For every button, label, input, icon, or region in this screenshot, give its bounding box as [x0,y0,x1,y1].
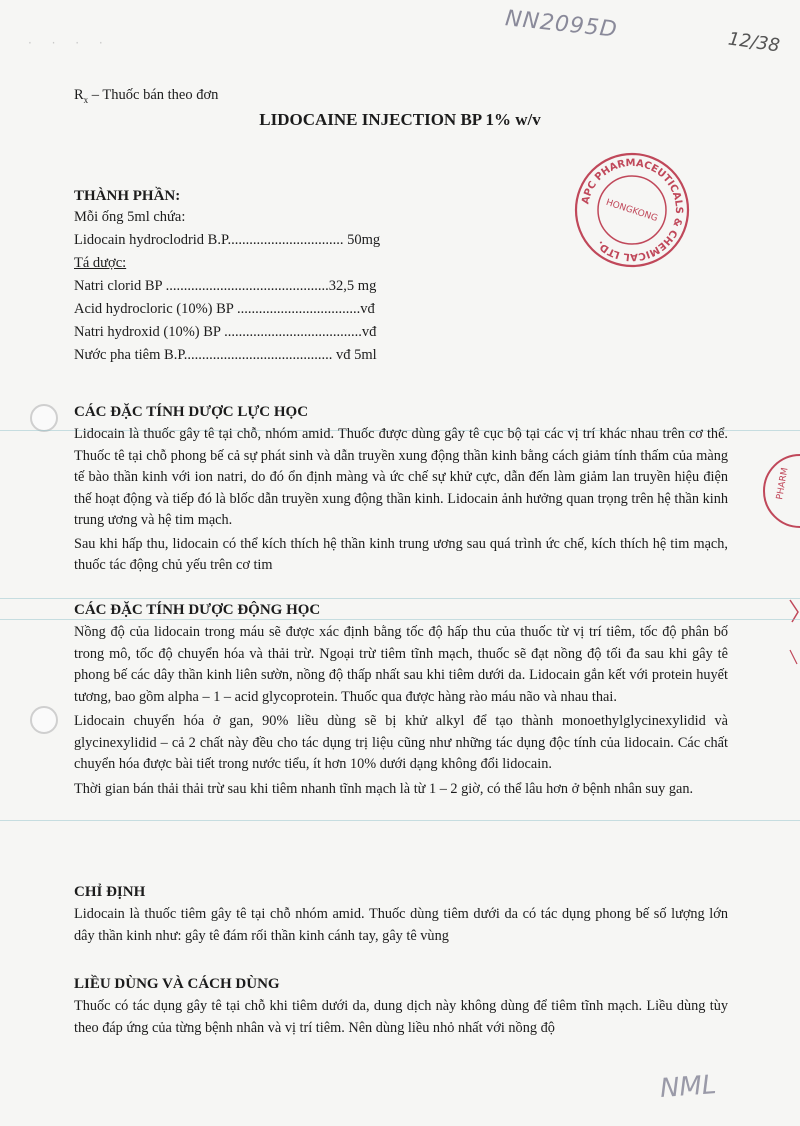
paragraph: Nồng độ của lidocain trong máu sẽ được xác định bằng tốc độ hấp thu của thuốc từ vị trí tiêm, tốc độ phân bố trong mô, tốc độ chuyển hóa và thải trừ. Ngoại trừ tiêm tĩnh mạch, thuốc sẽ đạt nồng độ tối đa sau khi gây tê phong bế các dây thần kinh liên sườn, nồng độ thấp nhất sau khi tiêm dưới da. Lidocain gắn kết với protein huyết tương, bao gồm alpha – 1 – acid glycoprotein. Thuốc qua được hàng rào máu não và nhau thai. [74,624,728,705]
paragraph: Thuốc có tác dụng gây tê tại chỗ khi tiêm dưới da, dung dịch này không dùng để tiêm tĩnh mạch. Liều dùng tùy theo đáp ứng của từng bệnh nhân và vị trí tiêm. Nên dùng liều nhỏ nhất với nồng độ [74,998,728,1036]
stamp-center-text: HONGKONG [604,197,659,225]
pharmacokinetics-section [74,600,728,800]
punch-hole-top [30,404,58,432]
title-strength: 1% w/v [485,110,541,129]
paragraph: Lidocain chuyển hóa ở gan, 90% liều dùng sẽ bị khử alkyl để tạo thành monoethylglycinexylidid và glycinexylidid – cả 2 chất này đều cho tác dụng trị liệu cũng như những tác dụng độc tính của lidocain. Các chất chuyển hóa được bài tiết trong nước tiểu, ít hơn 10% dưới dạng không đổi lidocain. [74,713,728,772]
per-unit-line: Mỗi ống 5ml chứa: [74,209,186,225]
excipients-label: Tá dược: [74,255,127,271]
title-main: LIDOCAINE INJECTION BP [259,110,482,129]
punch-hole-bottom [30,706,58,734]
prescription-note [74,87,218,105]
dosage-heading: LIỀU DÙNG VÀ CÁCH DÙNG [74,976,280,992]
scan-streak [0,820,800,821]
excipient-line: Natri clorid BP .............................................32,5 mg [74,278,377,294]
excipient-line: Natri hydroxid (10%) BP ......................................vđ [74,324,377,340]
paragraph: Thời gian bán thải thải trừ sau khi tiêm nhanh tĩnh mạch là từ 1 – 2 giờ, có thể lâu hơn ở bệnh nhân suy gan. [74,780,694,797]
side-stamp-fragment [760,450,800,690]
handwritten-signature: NML [659,1070,718,1104]
document-title [0,110,800,130]
excipient-line: Acid hydrocloric (10%) BP ..................................vđ [74,301,375,317]
excipient-line: Nước pha tiêm B.P......................................... vđ 5ml [74,347,377,363]
scan-streak [0,598,800,599]
paragraph: Lidocain là thuốc tiêm gây tê tại chỗ nhóm amid. Thuốc dùng tiêm dưới da có tác dụng phong bế số lượng lớn dây thần kinh như: gây tê đám rối thần kinh cánh tay, gây tê vùng [74,906,728,944]
indications-heading: CHỈ ĐỊNH [74,884,146,900]
handwritten-page-number: 12/38 [726,28,782,57]
composition-section [74,186,728,367]
stamp-ring-text: APC PHARMACEUTICALS & CHEMICAL LTD. [580,157,685,263]
side-stamp-text: PHARM [775,466,791,501]
pharmacodynamics-heading: CÁC ĐẶC TÍNH DƯỢC LỰC HỌC [74,404,309,420]
indications-section [74,882,728,947]
rx-text: – Thuốc bán theo đơn [88,87,219,103]
scan-speckles: · · · · [28,36,111,50]
dosage-section [74,974,728,1039]
handwritten-code: NN2095D [504,6,619,43]
rx-subscript: x [83,94,89,105]
paragraph: Sau khi hấp thu, lidocain có thể kích thích hệ thần kinh trung ương sau quá trình ức chế, kích thích hệ tim mạch, thuốc tác động chủ yếu trên cơ tim [74,535,728,573]
composition-heading: THÀNH PHẦN: [74,188,181,204]
rx-symbol: R [74,87,84,103]
active-ingredient-line: Lidocain hydroclodrid B.P................................ 50mg [74,232,381,248]
pharmacodynamics-section [74,402,728,577]
pharmacokinetics-heading: CÁC ĐẶC TÍNH DƯỢC ĐỘNG HỌC [74,602,321,618]
paragraph: Lidocain là thuốc gây tê tại chỗ, nhóm amid. Thuốc được dùng gây tê cục bộ tại các vị trí khác nhau trên cơ thể. Thuốc tê tại chỗ phong bế cả sự phát sinh và dẫn truyền xung động thần kinh bằng cách giảm tính thấm của màng tế bào thần kinh với ion natri, do đó ổn định màng và ức chế sự khử cực, dẫn đến làm giảm lan truyền hiệu điện thế hoạt động và tiếp đó là blốc dẫn truyền xung động thần kinh. Lidocain ảnh hưởng quan trọng trên hệ thần kinh trung ương và hệ tim mạch. [74,426,728,528]
